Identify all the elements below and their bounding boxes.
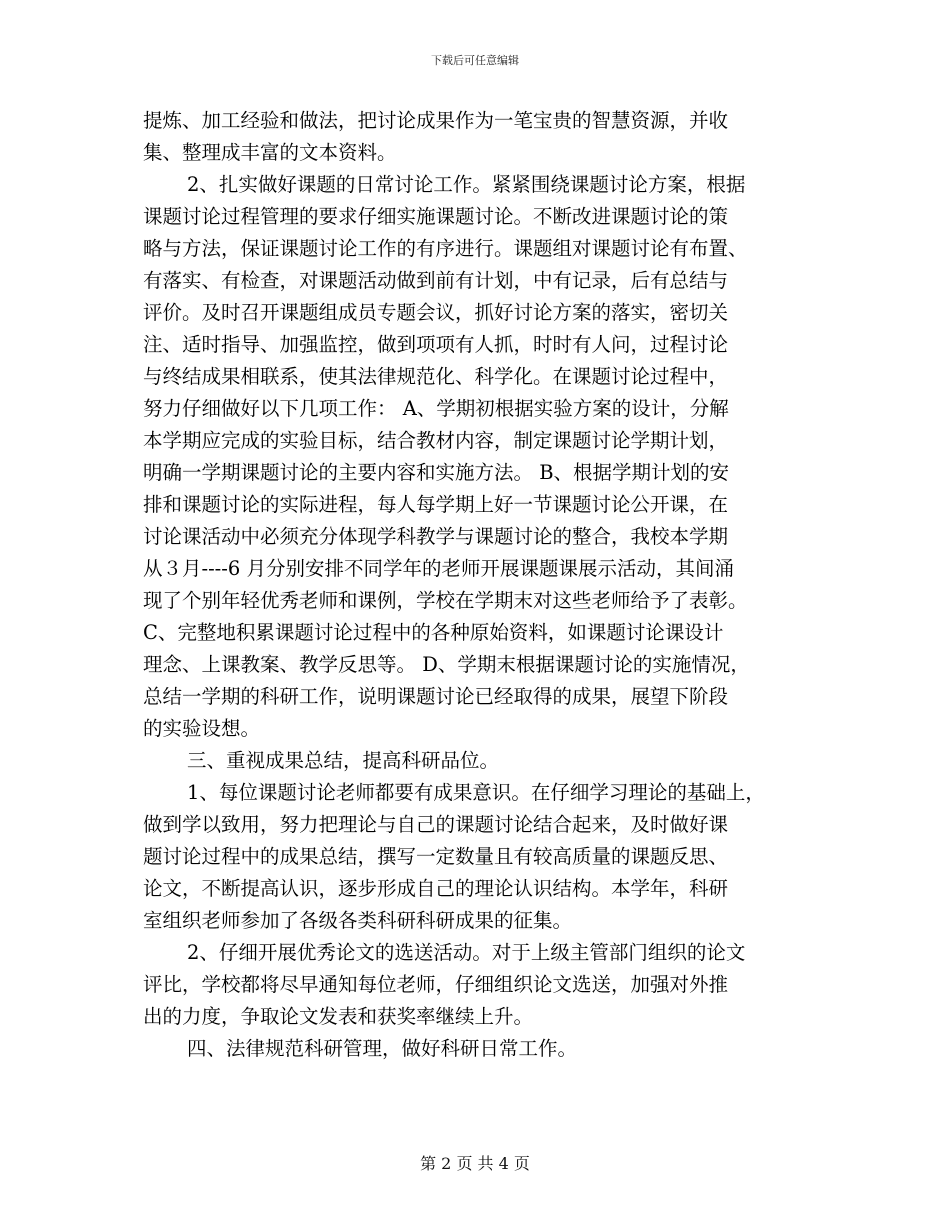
paragraph-start: 1、每位课题讨论老师都要有成果意识。在仔细学习理论的基础上， bbox=[187, 781, 765, 804]
text-line: 努力仔细做好以下几项工作： A、学期初根据实验方案的设计，分解 bbox=[143, 397, 729, 420]
paragraph-start: 2、仔细开展优秀论文的选送活动。对于上级主管部门组织的论文 bbox=[187, 941, 746, 964]
text-line: 评价。及时召开课题组成员专题会议，抓好讨论方案的落实，密切关 bbox=[143, 301, 729, 324]
text-line: 排和课题讨论的实际进程，每人每学期上好一节课题讨论公开课，在 bbox=[143, 493, 729, 516]
page-header: 下载后可任意编辑 bbox=[431, 54, 519, 67]
text-line: 本学期应完成的实验目标，结合教材内容，制定课题讨论学期计划， bbox=[143, 429, 729, 452]
text-line: 论文，不断提高认识，逐步形成自己的理论认识结构。本学年，科研 bbox=[143, 877, 729, 900]
text-line: 评比，学校都将尽早通知每位老师，仔细组织论文选送，加强对外推 bbox=[143, 973, 729, 996]
paragraph-start: 2、扎实做好课题的日常讨论工作。紧紧围绕课题讨论方案，根据 bbox=[187, 173, 746, 196]
text-line: 注、适时指导、加强监控，做到项项有人抓，时时有人问，过程讨论 bbox=[143, 333, 729, 356]
text-line: 与终结成果相联系，使其法律规范化、科学化。在课题讨论过程中， bbox=[143, 365, 729, 388]
text-line: 理念、上课教案、教学反思等。 D、学期末根据课题讨论的实施情况， bbox=[143, 653, 750, 676]
text-line: 有落实、有检查，对课题活动做到前有计划，中有记录，后有总结与 bbox=[143, 269, 729, 292]
text-line: 课题讨论过程管理的要求仔细实施课题讨论。不断改进课题讨论的策 bbox=[143, 205, 729, 228]
text-line: 出的力度，争取论文发表和获奖率继续上升。 bbox=[143, 1005, 534, 1028]
section-heading: 三、重视成果总结，提高科研品位。 bbox=[187, 749, 500, 772]
text-line: 集、整理成丰富的文本资料。 bbox=[143, 141, 397, 164]
text-line: 现了个别年轻优秀老师和课例，学校在学期末对这些老师给予了表彰。 bbox=[143, 589, 748, 612]
text-line: 做到学以致用，努力把理论与自己的课题讨论结合起来，及时做好课 bbox=[143, 813, 729, 836]
text-line: 讨论课活动中必须充分体现学科教学与课题讨论的整合，我校本学期 bbox=[143, 525, 729, 548]
text-line: C、完整地积累课题讨论过程中的各种原始资料，如课题讨论课设计 bbox=[143, 621, 724, 644]
page-number: 第 2 页 共 4 页 bbox=[420, 1154, 530, 1173]
text-line: 从３月----6 月分别安排不同学年的老师开展课题课展示活动，其间涌 bbox=[143, 557, 734, 580]
text-line: 室组织老师参加了各级各类科研科研成果的征集。 bbox=[143, 909, 573, 932]
text-line: 提炼、加工经验和做法，把讨论成果作为一笔宝贵的智慧资源，并收 bbox=[143, 109, 729, 132]
text-line: 题讨论过程中的成果总结，撰写一定数量且有较高质量的课题反思、 bbox=[143, 845, 729, 868]
text-line: 总结一学期的科研工作，说明课题讨论已经取得的成果，展望下阶段 bbox=[143, 685, 729, 708]
document-body bbox=[143, 105, 823, 1065]
text-line: 的实验设想。 bbox=[143, 717, 261, 740]
text-line: 明确一学期课题讨论的主要内容和实施方法。 B、根据学期计划的安 bbox=[143, 461, 730, 484]
section-heading: 四、法律规范科研管理，做好科研日常工作。 bbox=[187, 1037, 578, 1060]
text-line: 略与方法，保证课题讨论工作的有序进行。课题组对课题讨论有布置、 bbox=[143, 237, 748, 260]
